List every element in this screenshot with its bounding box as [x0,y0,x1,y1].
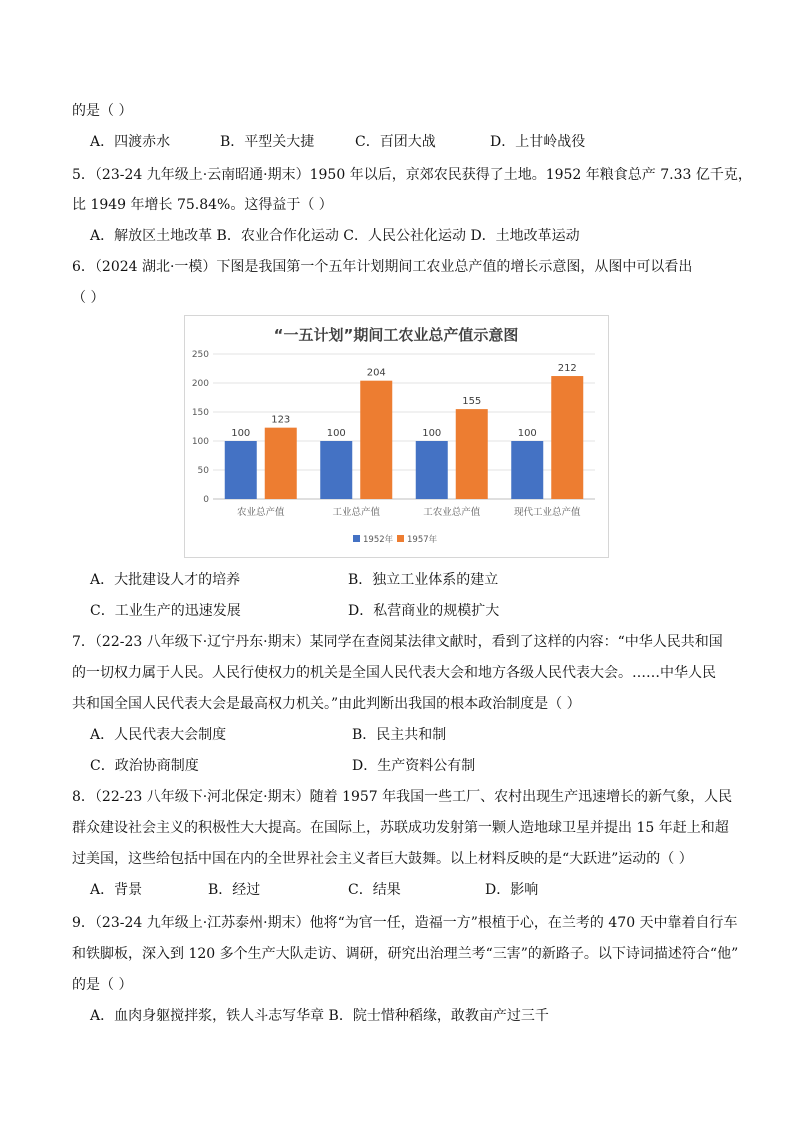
q9-options[interactable]: A．血肉身躯搅拌浆，铁人斗志写华章 B．院士惜种稻缘，敢教亩产过三千 [90,1008,549,1024]
data-label: 100 [326,428,346,439]
legend-label: 1957年 [407,535,438,545]
data-label: 155 [462,396,482,408]
q7-option-a[interactable]: A．人民代表大会制度 [90,727,227,743]
q8-stem-line1: 8．（22-23 八年级下·河北保定·期末）随着 1957 年我国一些工厂、农村出现生产迅速增长的新气象，人民 [72,789,733,805]
data-label: 123 [271,414,291,426]
bar-1952 [320,441,352,499]
q6-option-d[interactable]: D．私营商业的规模扩大 [348,603,500,619]
q4-option-b[interactable]: B．平型关大捷 [220,134,315,150]
legend-swatch [397,535,404,542]
bar-1952 [416,441,448,499]
y-tick-label: 50 [197,466,209,476]
q7-stem-line3: 共和国全国人民代表大会是最高权力机关。”由此判断出我国的根本政治制度是（ ） [72,696,581,712]
q7-option-d[interactable]: D．生产资料公有制 [352,758,476,774]
q7-stem-line1: 7．（22-23 八年级下·辽宁丹东·期末）某同学在查阅某法律文献时，看到了这样的内容：“中华人民共和国 [72,634,723,650]
bar-1952 [225,441,257,499]
chart-title: “一五计划”期间工农业总产值示意图 [273,326,519,344]
category-label: 农业总产值 [236,507,285,518]
data-label: 204 [366,367,386,379]
legend-label: 1952年 [363,535,394,545]
chart-figure [184,315,609,558]
q7-option-b[interactable]: B．民主共和制 [352,727,447,743]
q6-option-b[interactable]: B．独立工业体系的建立 [348,572,499,588]
q9-stem-line3: 的是（ ） [72,977,133,993]
q6-option-a[interactable]: A．大批建设人才的培养 [90,572,241,588]
bar-1952 [511,441,543,499]
category-label: 现代工业总产值 [513,507,581,518]
q6-stem-line1: 6．（2024 湖北·一模）下图是我国第一个五年计划期间工农业总产值的增长示意图，从图中可以看出 [72,259,693,275]
q4-stem-tail: 的是（ ） [72,103,133,119]
q7-option-c[interactable]: C．政治协商制度 [90,758,199,774]
category-label: 工农业总产值 [423,507,481,518]
q8-option-c[interactable]: C．结果 [348,882,401,898]
q8-option-b[interactable]: B．经过 [208,882,261,898]
q5-options[interactable]: A．解放区土地改革 B．农业合作化运动 C．人民公社化运动 D．土地改革运动 [90,228,580,244]
q4-option-c[interactable]: C．百团大战 [355,134,436,150]
y-tick-label: 150 [191,408,209,418]
y-tick-label: 0 [203,495,209,505]
data-label: 100 [422,428,442,439]
data-label: 100 [231,428,251,439]
q4-option-a[interactable]: A．四渡赤水 [90,134,171,150]
data-label: 212 [557,363,577,375]
data-label: 100 [517,428,537,439]
bar-1957 [265,428,297,499]
q8-option-d[interactable]: D．影响 [485,882,539,898]
legend-swatch [353,535,360,542]
q6-option-c[interactable]: C．工业生产的迅速发展 [90,603,241,619]
y-tick-label: 200 [191,379,209,389]
q6-stem-line2: （ ） [72,290,105,306]
q8-option-a[interactable]: A．背景 [90,882,143,898]
y-tick-label: 250 [191,350,209,360]
bar-1957 [360,381,392,499]
q4-option-d[interactable]: D．上甘岭战役 [490,134,586,150]
category-label: 工业总产值 [332,507,381,518]
bar-chart [185,316,608,557]
bar-1957 [551,376,583,499]
y-tick-label: 100 [191,437,209,447]
q5-stem-line1: 5．（23-24 九年级上·云南昭通·期末）1950 年以后，京郊农民获得了土地。1952 年粮食总产 7.33 亿千克， [72,167,752,183]
bar-1957 [456,409,488,499]
q8-stem-line3: 过美国，这些给包括中国在内的全世界社会主义者巨大鼓舞。以上材料反映的是“大跃进”运动的（ ） [72,851,693,867]
q7-stem-line2: 的一切权力属于人民。人民行使权力的机关是全国人民代表大会和地方各级人民代表大会。……中华人民 [72,665,716,681]
q8-stem-line2: 群众建设社会主义的积极性大大提高。在国际上，苏联成功发射第一颗人造地球卫星并提出 15 年赶上和超 [72,820,729,836]
q9-stem-line1: 9．（23-24 九年级上·江苏泰州·期末）他将“为官一任，造福一方”根植于心，在兰考的 470 天中靠着自行车 [72,915,738,931]
q9-stem-line2: 和铁脚板，深入到 120 多个生产大队走访、调研，研究出治理兰考“三害”的新路子。以下诗词描述符合“他” [72,946,739,962]
q5-stem-line2: 比 1949 年增长 75.84%。这得益于（ ） [72,197,333,213]
